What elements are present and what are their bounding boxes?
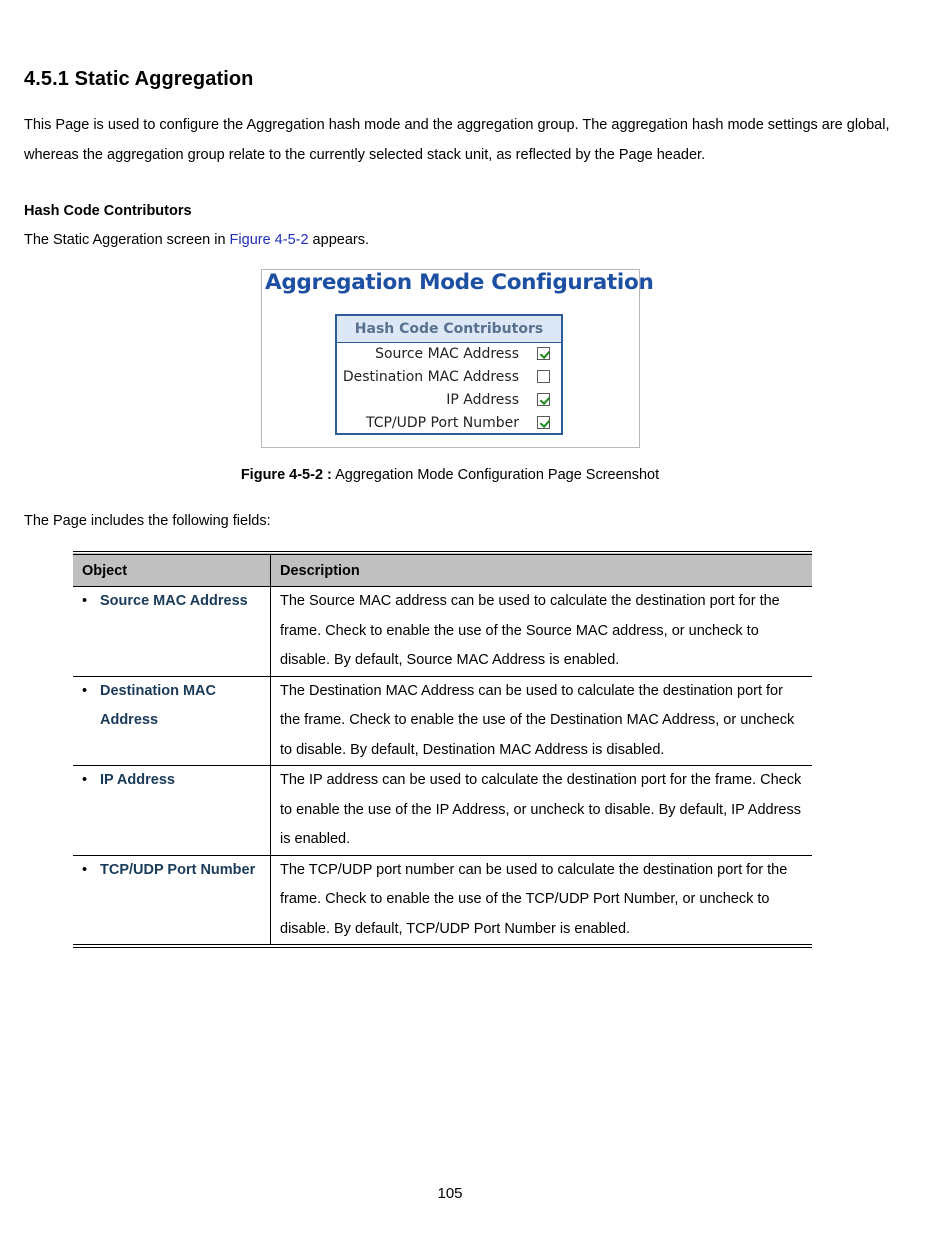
fields-table — [73, 551, 812, 948]
subsection-title: Hash Code Contributors — [24, 203, 192, 219]
description-cell: The Destination MAC Address can be used to calculate the destination port for the frame. Check to enable the use of the Destination MAC Address, or uncheck to disable. By default, Destination MAC Address is disabled. — [271, 676, 813, 766]
aggregation-mode-screenshot — [261, 269, 654, 448]
hash-row-source-mac — [337, 343, 561, 366]
hash-row-tcp-udp-port — [337, 412, 561, 435]
tcp-udp-port-checkbox[interactable] — [537, 416, 550, 429]
hash-box-title: Hash Code Contributors — [337, 316, 561, 343]
figure-reference-prefix: The Static Aggeration screen in — [24, 232, 230, 248]
figure-reference-suffix: appears. — [308, 232, 369, 248]
description-cell: The TCP/UDP port number can be used to calculate the destination port for the frame. Check to enable the use of the TCP/UDP Port Number, or uncheck to disable. By default, TCP/UDP Port Number is enabled. — [271, 855, 813, 946]
page-number: 105 — [437, 1185, 463, 1202]
ip-address-checkbox[interactable] — [537, 393, 550, 406]
table-row — [73, 587, 812, 677]
object-cell — [73, 855, 271, 946]
intro-paragraph: This Page is used to configure the Aggregation hash mode and the aggregation group. The aggregation hash mode settings are global, whereas the aggregation group relate to the currently selected stack unit, as reflected by the Page header. — [24, 117, 890, 163]
object-cell — [73, 766, 271, 856]
hash-row-label: Destination MAC Address — [342, 369, 519, 385]
description-cell: The Source MAC address can be used to calculate the destination port for the frame. Check to enable the use of the Source MAC address, or uncheck to disable. By default, Source MAC Address is enabled. — [271, 587, 813, 677]
source-mac-checkbox[interactable] — [537, 347, 550, 360]
description-cell: The IP address can be used to calculate the destination port for the frame. Check to enable the use of the IP Address, or uncheck to disable. By default, IP Address is enabled. — [271, 766, 813, 856]
hash-row-label: Source MAC Address — [375, 346, 519, 362]
object-cell — [73, 587, 271, 677]
hash-row-destination-mac — [337, 366, 561, 389]
hash-row-label: TCP/UDP Port Number — [365, 415, 519, 431]
bullet-icon: • — [82, 772, 88, 788]
table-row — [73, 766, 812, 856]
figure-link[interactable]: Figure 4-5-2 — [229, 232, 309, 248]
object-name: IP Address — [100, 772, 175, 788]
destination-mac-checkbox[interactable] — [537, 370, 550, 383]
header-description: Description — [271, 553, 813, 587]
object-name: Destination MAC Address — [100, 682, 216, 728]
hash-row-ip-address — [337, 389, 561, 412]
screenshot-title: Aggregation Mode Configuration — [265, 270, 654, 295]
object-name: Source MAC Address — [100, 593, 248, 609]
table-row — [73, 676, 812, 766]
table-row — [73, 855, 812, 946]
fields-intro: The Page includes the following fields: — [24, 513, 271, 529]
hash-code-contributors-box — [335, 314, 563, 435]
hash-row-label: IP Address — [446, 392, 519, 408]
figure-caption-label: Figure 4-5-2 : — [240, 467, 332, 483]
figure-reference-line — [24, 232, 369, 248]
header-object: Object — [73, 553, 271, 587]
figure-caption-text: Aggregation Mode Configuration Page Screenshot — [331, 467, 660, 483]
table-header-row — [73, 553, 812, 587]
bullet-icon: • — [82, 682, 88, 699]
bullet-icon: • — [82, 861, 88, 878]
object-cell — [73, 676, 271, 766]
figure-caption — [0, 467, 900, 483]
section-title: 4.5.1 Static Aggregation — [24, 68, 254, 90]
object-name: TCP/UDP Port Number — [100, 861, 256, 878]
bullet-icon: • — [82, 593, 88, 609]
